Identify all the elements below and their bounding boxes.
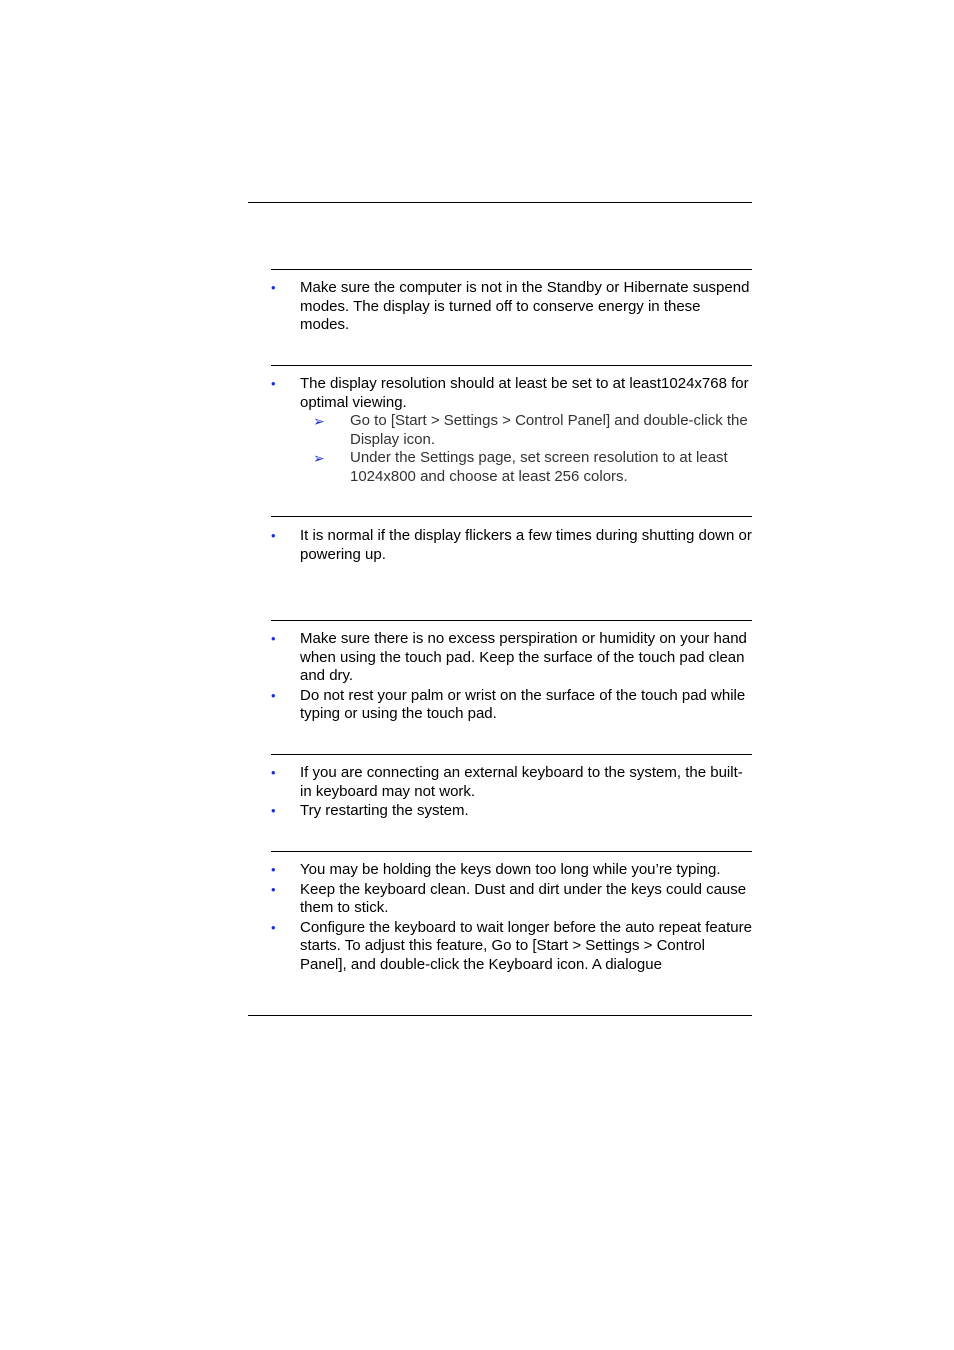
section-keyboard-external bbox=[271, 764, 752, 821]
list-item bbox=[271, 802, 752, 821]
list-item bbox=[271, 687, 752, 724]
list-item-text: Try restarting the system. bbox=[300, 802, 469, 819]
list-item-text: Make sure there is no excess perspiration or humidity on your hand when using the touch pad. Keep the surface of the touch pad clean and dry. bbox=[300, 630, 747, 684]
sub-list bbox=[271, 412, 752, 486]
list-item bbox=[271, 527, 752, 564]
section-resolution bbox=[271, 375, 752, 486]
sub-list-item-text: Go to [Start > Settings > Control Panel] and double-click the Display icon. bbox=[350, 412, 748, 448]
arrow-bullet-icon: ➢ bbox=[313, 450, 325, 466]
list-item bbox=[271, 919, 752, 975]
section-divider bbox=[271, 269, 752, 270]
list-item-text: Do not rest your palm or wrist on the surface of the touch pad while typing or using the touch pad. bbox=[300, 686, 746, 722]
sub-list-item bbox=[271, 412, 752, 449]
bullet-icon: • bbox=[271, 862, 276, 877]
section-divider bbox=[271, 620, 752, 621]
bullet-icon: • bbox=[271, 631, 276, 646]
list-item-text: You may be holding the keys down too long while you’re typing. bbox=[300, 861, 721, 878]
bullet-icon: • bbox=[271, 919, 276, 935]
section-divider bbox=[271, 516, 752, 517]
list-item-text: It is normal if the display flickers a few times during shutting down or powering up. bbox=[300, 527, 752, 563]
list-item-text: Keep the keyboard clean. Dust and dirt under the keys could cause them to stick. bbox=[300, 880, 747, 916]
bullet-icon: • bbox=[271, 765, 276, 780]
section-keyboard-repeat bbox=[271, 861, 752, 974]
bullet-icon: • bbox=[271, 687, 276, 703]
arrow-bullet-icon: ➢ bbox=[313, 413, 325, 429]
sub-list-item bbox=[271, 449, 752, 486]
list-item bbox=[271, 764, 752, 801]
bullet-icon: • bbox=[271, 803, 276, 818]
section-divider bbox=[271, 754, 752, 755]
bullet-icon: • bbox=[271, 881, 276, 897]
section-divider bbox=[271, 851, 752, 852]
list-item-text: Make sure the computer is not in the Standby or Hibernate suspend modes. The display is turned off to conserve energy in these modes. bbox=[300, 279, 750, 333]
list-item-text: The display resolution should at least be set to at least1024x768 for optimal viewing. bbox=[300, 375, 749, 411]
section-standby bbox=[271, 279, 752, 335]
list-item-text: Configure the keyboard to wait longer before the auto repeat feature starts. To adjust this feature, Go to [Start > Settings > Control Panel], and double-click the Keyboard icon. A dialogue bbox=[300, 918, 752, 973]
list-item bbox=[271, 861, 752, 880]
section-flicker bbox=[271, 527, 752, 564]
sub-list-item-text: Under the Settings page, set screen resolution to at least 1024x800 and choose at least 256 colors. bbox=[350, 449, 728, 485]
section-touchpad bbox=[271, 630, 752, 724]
list-item bbox=[271, 375, 752, 412]
list-item bbox=[271, 881, 752, 918]
bullet-icon: • bbox=[271, 280, 276, 295]
list-item bbox=[271, 279, 752, 335]
bullet-icon: • bbox=[271, 376, 276, 391]
list-item bbox=[271, 630, 752, 686]
header-rule bbox=[248, 202, 752, 203]
bullet-icon: • bbox=[271, 528, 276, 543]
list-item-text: If you are connecting an external keyboard to the system, the built-in keyboard may not work. bbox=[300, 764, 743, 800]
footer-rule bbox=[248, 1015, 752, 1016]
section-divider bbox=[271, 365, 752, 366]
